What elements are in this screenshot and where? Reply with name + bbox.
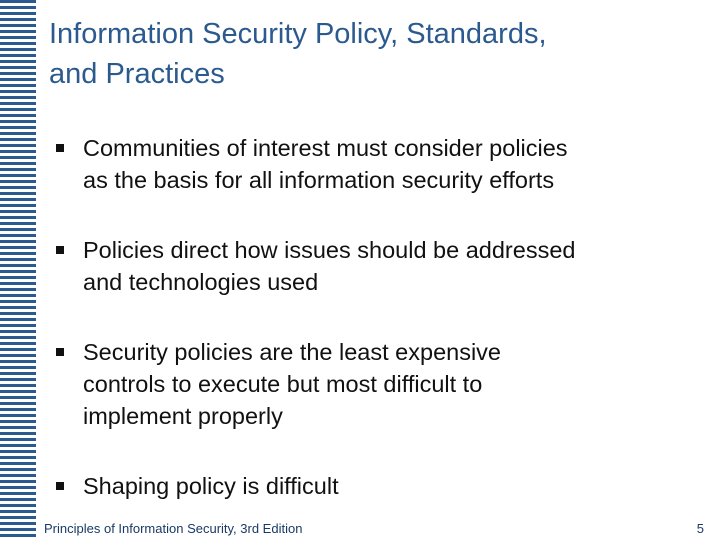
page-number: 5 xyxy=(696,521,704,536)
square-bullet-icon xyxy=(56,246,64,254)
bullet-text-line: Communities of interest must consider policies xyxy=(83,135,568,161)
bullet-item xyxy=(56,132,696,196)
square-bullet-icon xyxy=(56,348,64,356)
bullet-text-line: implement properly xyxy=(83,403,283,429)
square-bullet-icon xyxy=(56,482,64,490)
slide-title xyxy=(49,14,699,94)
decorative-stripe-bar xyxy=(0,0,36,540)
bullet-text-line: and technologies used xyxy=(83,269,319,295)
bullet-text-line: Policies direct how issues should be addressed xyxy=(83,237,576,263)
bullet-text-line: as the basis for all information security efforts xyxy=(83,167,555,193)
bullet-text-line: Shaping policy is difficult xyxy=(83,473,339,499)
square-bullet-icon xyxy=(56,144,64,152)
bullet-item xyxy=(56,336,696,432)
bullet-list xyxy=(56,132,696,502)
bullet-text-line: Security policies are the least expensive xyxy=(83,339,501,365)
bullet-item xyxy=(56,234,696,298)
title-line-1: Information Security Policy, Standards, xyxy=(49,18,547,50)
bullet-item xyxy=(56,470,696,502)
bullet-text-line: controls to execute but most difficult to xyxy=(83,371,483,397)
footer-book-title: Principles of Information Security, 3rd Edition xyxy=(44,521,303,536)
title-line-2: and Practices xyxy=(49,58,225,90)
